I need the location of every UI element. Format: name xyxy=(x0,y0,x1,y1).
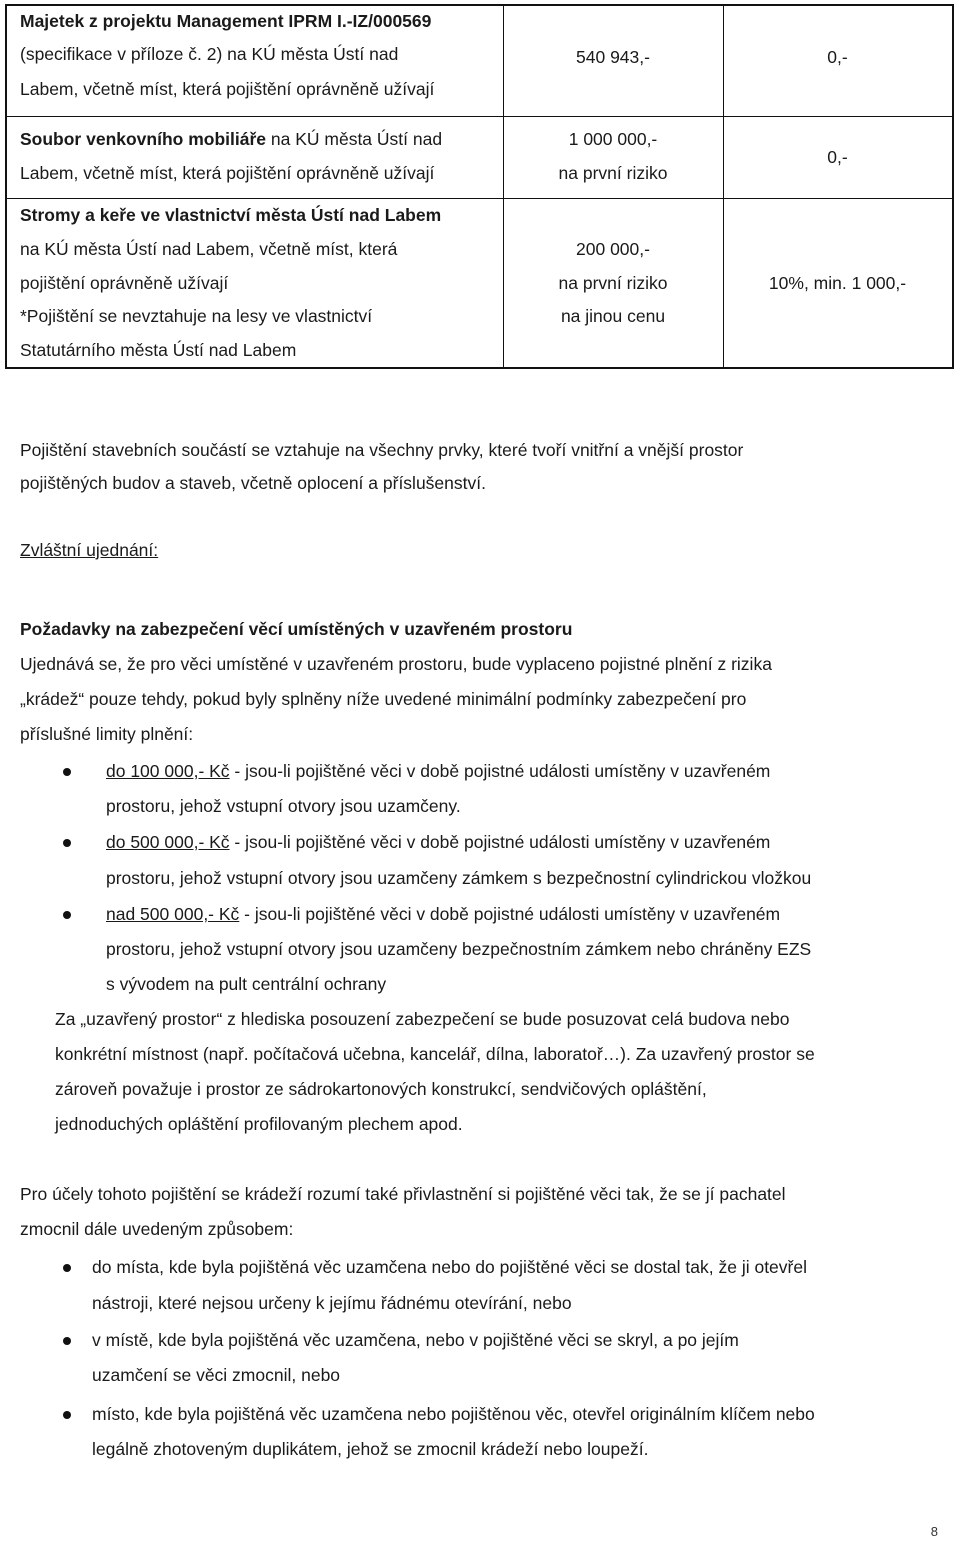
paragraph-line: jednoduchých opláštění profilovaným plechem apod. xyxy=(55,1114,463,1134)
row3-title: Stromy a keře ve vlastnictví města Ústí nad Labem xyxy=(20,205,442,225)
theft-item-line: do místa, kde byla pojištěná věc uzamčena nebo do pojištěné věci se dostal tak, že ji otevřel xyxy=(92,1257,807,1277)
row3-line: pojištění oprávněně užívají xyxy=(20,273,229,293)
row1-line: (specifikace v příloze č. 2) na KÚ města Ústí nad xyxy=(20,44,399,64)
paragraph-line: Ujednává se, že pro věci umístěné v uzavřeném prostoru, bude vyplaceno pojistné plnění z rizika xyxy=(20,654,772,674)
paragraph-line: „krádež“ pouze tehdy, pokud byly splněny níže uvedené minimální podmínky zabezpečení pro xyxy=(20,689,747,709)
row3-amount: 200 000,- xyxy=(576,239,650,259)
row2-title: Soubor venkovního mobiliáře na KÚ města Ústí nad xyxy=(20,129,443,149)
row1-line: Labem, včetně míst, která pojištění oprávněně užívají xyxy=(20,79,435,99)
theft-item-line: uzamčení se věci zmocnil, nebo xyxy=(92,1365,341,1385)
bullet-icon xyxy=(63,839,71,847)
paragraph-line: pojištěných budov a staveb, včetně oplocení a příslušenství. xyxy=(20,473,486,493)
bullet-icon xyxy=(63,1337,71,1345)
row1-amount: 540 943,- xyxy=(576,47,650,67)
row3-line: na KÚ města Ústí nad Labem, včetně míst, která xyxy=(20,239,398,259)
paragraph-line: konkrétní místnost (např. počítačová učebna, kancelář, dílna, laboratoř…). Za uzavřený prostor se xyxy=(55,1044,815,1064)
bullet-icon xyxy=(63,1411,71,1419)
row2-line: Labem, včetně míst, která pojištění oprávněně užívají xyxy=(20,163,435,183)
row1-title: Majetek z projektu Management IPRM I.-IZ/000569 xyxy=(20,11,432,31)
paragraph-line: zmocnil dále uvedeným způsobem: xyxy=(20,1219,294,1239)
paragraph-line: příslušné limity plnění: xyxy=(20,724,194,744)
row3-amount-note: na jinou cenu xyxy=(560,306,666,326)
security-heading: Požadavky na zabezpečení věcí umístěných v uzavřeném prostoru xyxy=(20,619,573,639)
theft-item-line: místo, kde byla pojištěná věc uzamčena nebo pojištěnou věc, otevřel originálním klíčem nebo xyxy=(92,1404,815,1424)
paragraph-line: Za „uzavřený prostor“ z hlediska posouzení zabezpečení se bude posuzovat celá budova nebo xyxy=(55,1009,790,1029)
row-divider xyxy=(723,116,952,117)
theft-item-line: legálně zhotoveným duplikátem, jehož se zmocnil krádeží nebo loupeží. xyxy=(92,1439,649,1459)
bullet-icon xyxy=(63,768,71,776)
theft-item-line: nástroji, které nejsou určeny k jejímu řádnému otevírání, nebo xyxy=(92,1293,572,1313)
paragraph-line: Pojištění stavebních součástí se vztahuje na všechny prvky, které tvoří vnitřní a vnější prostor xyxy=(20,440,744,460)
row3-line: *Pojištění se nevztahuje na lesy ve vlastnictví xyxy=(20,306,373,326)
row3-amount-note: na první riziko xyxy=(558,273,668,293)
limit-item-line: prostoru, jehož vstupní otvory jsou uzamčeny. xyxy=(106,796,461,816)
row3-line: Statutárního města Ústí nad Labem xyxy=(20,340,297,360)
row3-deductible: 10%, min. 1 000,- xyxy=(768,273,907,293)
paragraph-line: Pro účely tohoto pojištění se krádeží rozumí také přivlastnění si pojištěné věci tak, že se jí pachatel xyxy=(20,1184,786,1204)
limit-item-line: nad 500 000,- Kč - jsou-li pojištěné věci v době pojistné události umístěny v uzavřeném xyxy=(106,904,781,924)
bullet-icon xyxy=(63,1264,71,1272)
limit-item-line: do 100 000,- Kč - jsou-li pojištěné věci v době pojistné události umístěny v uzavřeném xyxy=(106,761,771,781)
row-divider xyxy=(503,116,723,117)
special-terms-heading: Zvláštní ujednání: xyxy=(20,540,159,560)
row2-amount-note: na první riziko xyxy=(558,163,668,183)
insurance-table xyxy=(5,4,954,369)
page-number: 8 xyxy=(930,1524,938,1539)
row-divider xyxy=(7,116,503,117)
bullet-icon xyxy=(63,911,71,919)
limit-item-line: prostoru, jehož vstupní otvory jsou uzamčeny bezpečnostním zámkem nebo chráněny EZS xyxy=(106,939,812,959)
row2-deductible: 0,- xyxy=(827,147,848,167)
row2-amount: 1 000 000,- xyxy=(568,129,658,149)
theft-item-line: v místě, kde byla pojištěná věc uzamčena, nebo v pojištěné věci se skryl, a po jejím xyxy=(92,1330,739,1350)
paragraph-line: zároveň považuje i prostor ze sádrokartonových konstrukcí, sendvičových opláštění, xyxy=(55,1079,707,1099)
limit-item-line: do 500 000,- Kč - jsou-li pojištěné věci v době pojistné události umístěny v uzavřeném xyxy=(106,832,771,852)
row1-deductible: 0,- xyxy=(827,47,848,67)
limit-item-line: prostoru, jehož vstupní otvory jsou uzamčeny zámkem s bezpečnostní cylindrickou vložkou xyxy=(106,868,812,888)
limit-item-line: s vývodem na pult centrální ochrany xyxy=(106,974,387,994)
